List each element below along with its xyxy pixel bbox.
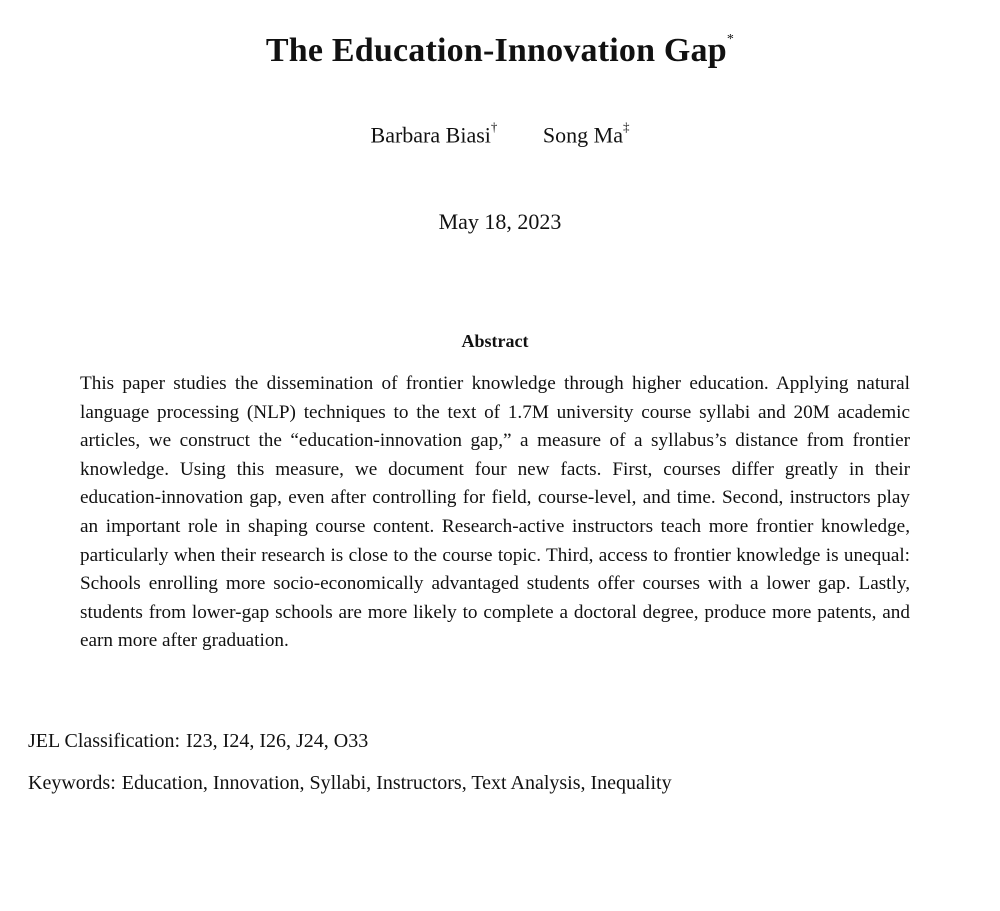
title-footnote-mark[interactable]: *	[726, 31, 735, 47]
publication-date: May 18, 2023	[438, 209, 562, 234]
author-footnote-mark[interactable]: †	[490, 119, 498, 134]
paper-title	[0, 32, 1000, 70]
author-footnote-mark[interactable]: ‡	[622, 119, 630, 134]
author-list	[0, 119, 1000, 148]
keywords-list: Education, Innovation, Syllabi, Instructors, Text Analysis, Inequality	[121, 772, 672, 794]
author-ma	[542, 119, 630, 148]
keywords-label: Keywords:	[28, 772, 116, 794]
abstract-text: This paper studies the dissemination of frontier knowledge through higher education. Applying natural language processing (NLP) techniques to the text of 1.7M university course syllabi and 20M academic articles, we construct the “education-innovation gap,” a measure of a syllabus’s distance from frontier knowledge. Using this measure, we document four new facts. First, courses differ greatly in their education-innovation gap, even after controlling for field, course-level, and time. Second, instructors play an important role in shaping course content. Research-active instructors teach more frontier knowledge, particularly when their research is close to the course topic. Third, access to frontier knowledge is unequal: Schools enrolling more socio-economically advantaged students offer courses with a lower gap. Lastly, students from lower-gap schools are more likely to complete a doctoral degree, produce more patents, and earn more after graduation.	[80, 373, 910, 652]
author-name: Barbara Biasi	[370, 122, 491, 148]
author-name: Song Ma	[542, 122, 623, 148]
jel-label: JEL Classification:	[28, 730, 181, 752]
jel-classification	[28, 730, 368, 753]
jel-codes: I23, I24, I26, J24, O33	[186, 730, 369, 752]
abstract-heading: Abstract	[461, 331, 529, 351]
author-biasi	[370, 119, 498, 148]
keywords	[28, 772, 672, 795]
paper-title-text: The Education-Innovation Gap	[265, 32, 727, 69]
